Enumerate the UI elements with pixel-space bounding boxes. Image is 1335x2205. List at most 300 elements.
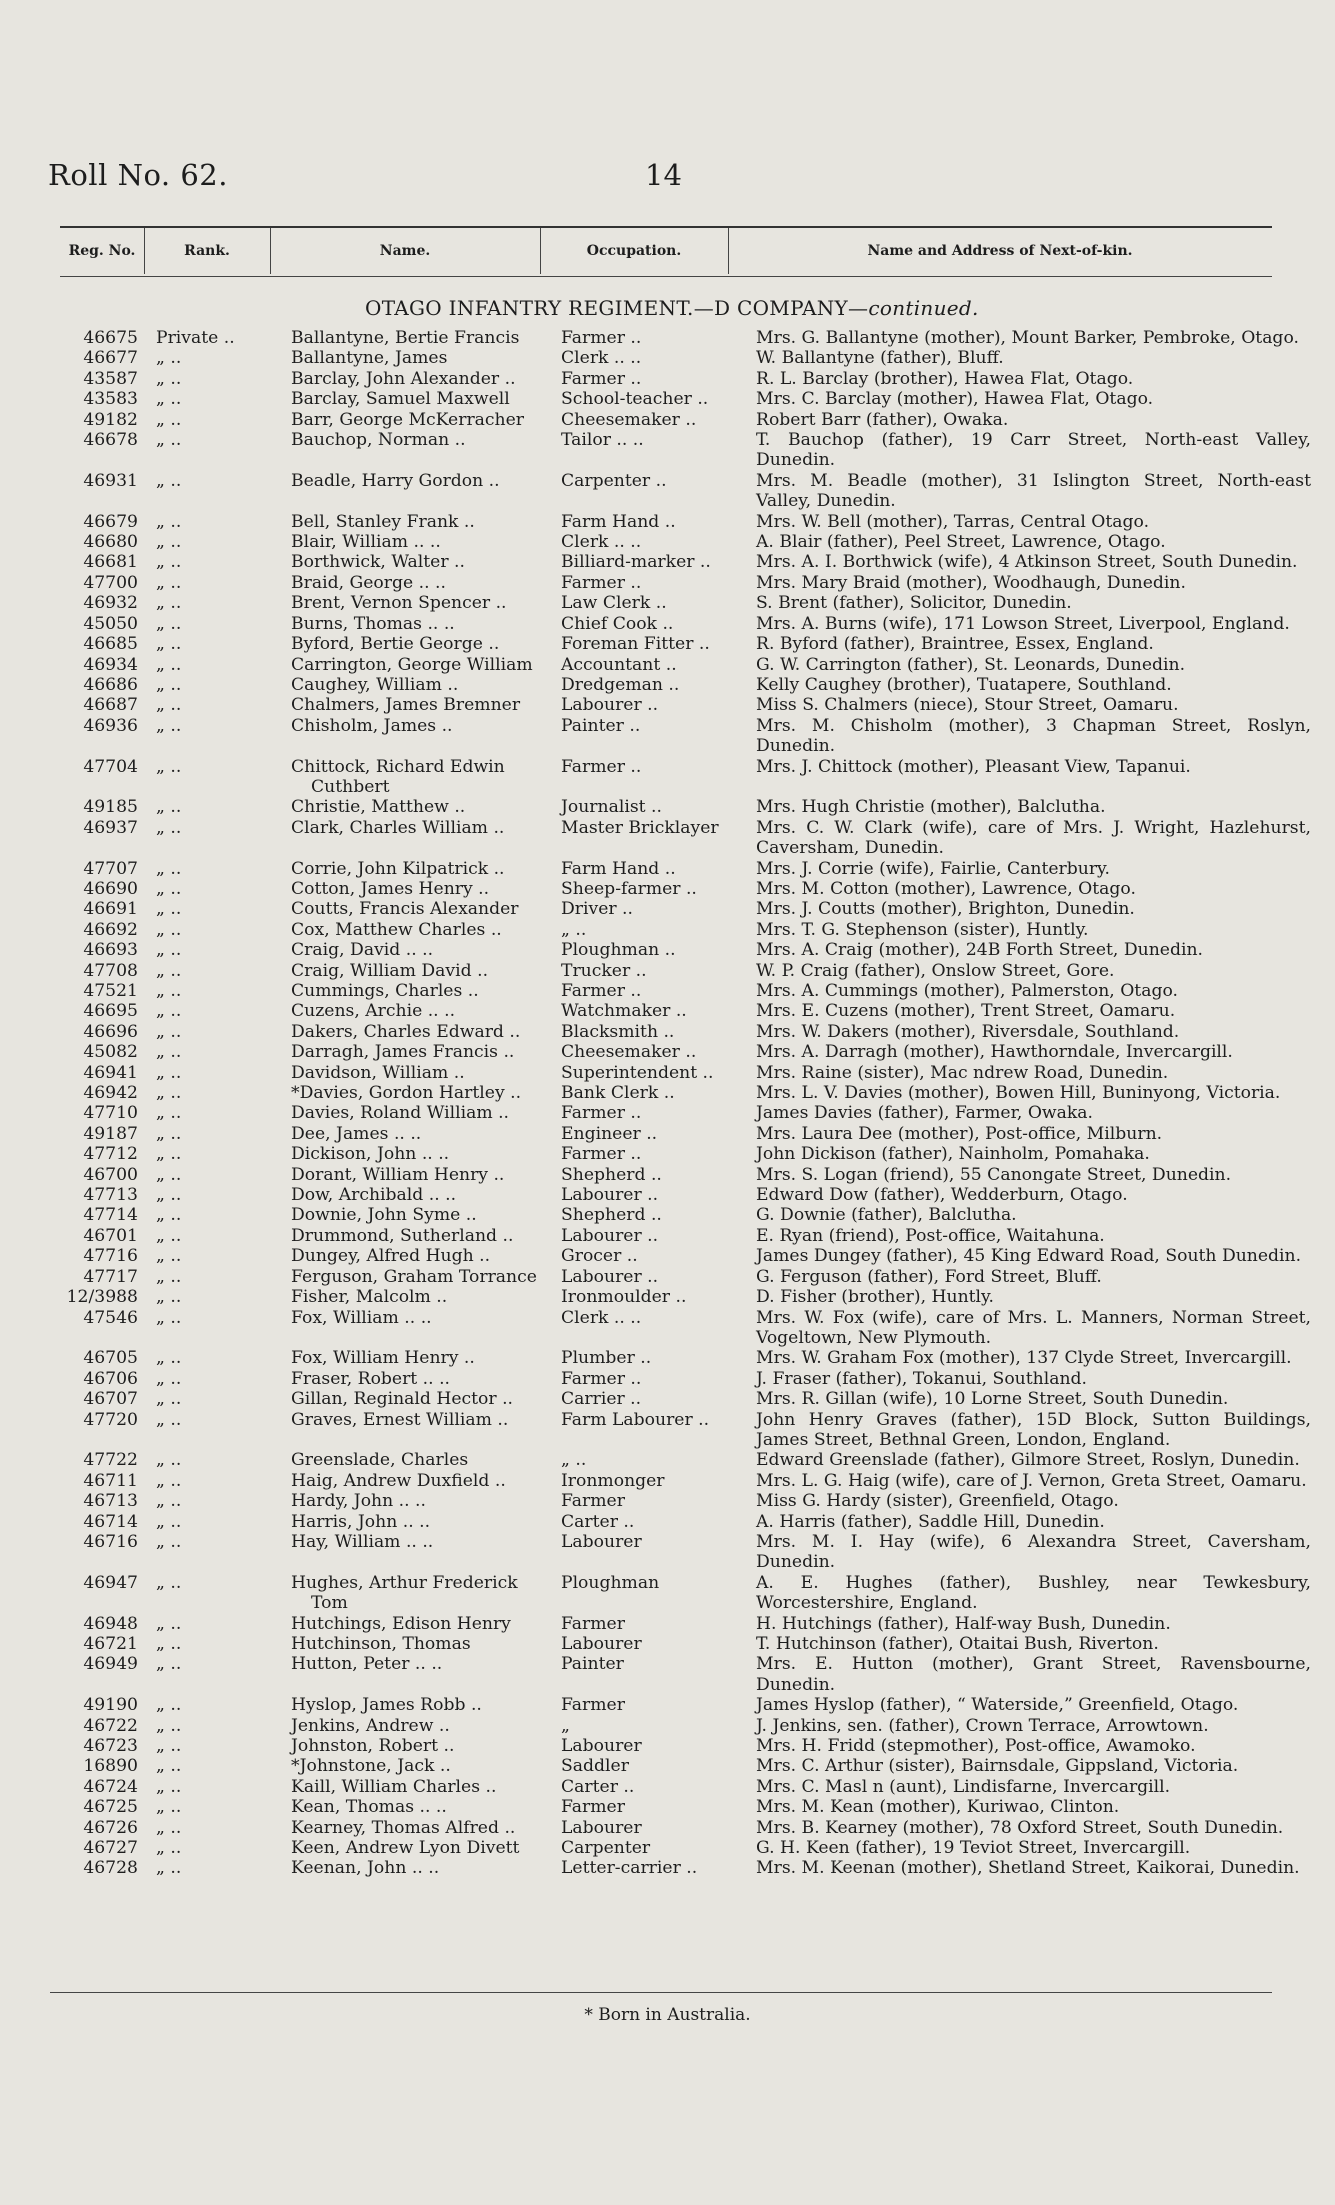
name-cell (286, 1308, 556, 1349)
reg-number-cell: 12/3988 (66, 1287, 138, 1308)
rank-cell: „ .. (156, 552, 182, 573)
table-row (40, 879, 1311, 899)
table-row (40, 471, 1311, 512)
rank-cell: „ .. (156, 1511, 182, 1532)
occupation-cell: Letter-carrier .. (561, 1858, 698, 1879)
next-of-kin-cell: Mrs. B. Kearney (mother), 78 Oxford Street, South Dunedin. (756, 1817, 1284, 1838)
table-row (40, 1614, 1311, 1634)
table-row (40, 430, 1311, 471)
reg-number-cell: 47716 (83, 1246, 138, 1267)
next-of-kin-cell: Mrs. Hugh Christie (mother), Balclutha. (756, 797, 1106, 818)
reg-number-cell: 46942 (83, 1083, 138, 1104)
next-of-kin-cell: Mrs. E. Hutton (mother), Grant Street, Ravensbourne, Dunedin. (756, 1654, 1311, 1695)
soldier-name: Johnston, Robert .. (291, 1736, 455, 1757)
soldier-name-continued: Cuthbert (311, 776, 390, 797)
occupation-cell: Cheesemaker .. (561, 1042, 697, 1063)
occupation-cell: Carpenter .. (561, 470, 667, 491)
table-row (40, 920, 1311, 940)
column-header-rank: Rank. (184, 243, 230, 259)
table-row (40, 1838, 1311, 1858)
table-row (40, 328, 1311, 348)
table-row (40, 1654, 1311, 1695)
next-of-kin-cell: Mrs. M. Keenan (mother), Shetland Street, Kaikorai, Dunedin. (756, 1858, 1300, 1879)
name-cell (286, 1573, 556, 1614)
rank-cell: „ .. (156, 715, 182, 736)
reg-number-cell: 46690 (83, 878, 138, 899)
roll-number: Roll No. 62. (48, 158, 228, 192)
reg-number-cell: 46675 (83, 328, 138, 348)
occupation-cell: Shepherd .. (561, 1164, 662, 1185)
name-cell (286, 1001, 556, 1021)
rank-cell: „ .. (156, 1246, 182, 1267)
next-of-kin-cell: Mrs. A. Burns (wife), 171 Lowson Street, Liverpool, England. (756, 613, 1290, 634)
reg-number-cell: 47717 (83, 1266, 138, 1287)
table-row (40, 1858, 1311, 1878)
occupation-cell: Farmer (561, 1797, 625, 1818)
name-cell (286, 1267, 556, 1287)
soldier-name: Dow, Archibald .. .. (291, 1185, 457, 1206)
name-cell (286, 573, 556, 593)
soldier-name: Graves, Ernest William .. (291, 1409, 509, 1430)
occupation-cell: Sheep-farmer .. (561, 878, 697, 899)
name-cell (286, 1226, 556, 1246)
rank-cell: „ .. (156, 654, 182, 675)
table-row (40, 1410, 1311, 1451)
column-header-name: Name. (379, 243, 431, 259)
name-cell (286, 532, 556, 552)
table-row (40, 1308, 1311, 1349)
next-of-kin-cell: A. Harris (father), Saddle Hill, Dunedin. (756, 1511, 1105, 1532)
soldier-name: Hutton, Peter .. .. (291, 1654, 443, 1675)
occupation-cell: Farmer .. (561, 368, 642, 389)
next-of-kin-cell: Mrs. M. Kean (mother), Kuriwao, Clinton. (756, 1797, 1120, 1818)
name-cell (286, 1348, 556, 1368)
name-cell (286, 1063, 556, 1083)
occupation-cell: „ .. (561, 1450, 587, 1471)
soldier-name: Borthwick, Walter .. (291, 552, 465, 573)
next-of-kin-cell: Mrs. W. Bell (mother), Tarras, Central Otago. (756, 511, 1150, 532)
occupation-cell: Foreman Fitter .. (561, 634, 710, 655)
occupation-cell: Trucker .. (561, 960, 647, 981)
occupation-cell: Farmer .. (561, 328, 642, 348)
soldier-name: Dorant, William Henry .. (291, 1164, 505, 1185)
name-cell (286, 1512, 556, 1532)
occupation-cell: Farm Hand .. (561, 511, 676, 532)
occupation-cell: Labourer .. (561, 1185, 659, 1206)
soldier-name: Craig, David .. .. (291, 940, 434, 961)
next-of-kin-cell: W. P. Craig (father), Onslow Street, Gore. (756, 960, 1115, 981)
soldier-name: Davies, Roland William .. (291, 1103, 510, 1124)
soldier-name: Burns, Thomas .. .. (291, 613, 455, 634)
soldier-name: Hay, William .. .. (291, 1531, 434, 1552)
rank-cell: „ .. (156, 1572, 182, 1593)
name-cell (286, 552, 556, 572)
table-row (40, 1042, 1311, 1062)
occupation-cell: Carpenter (561, 1838, 651, 1859)
next-of-kin-cell: G. Downie (father), Balclutha. (756, 1205, 1017, 1226)
reg-number-cell: 47546 (83, 1307, 138, 1328)
occupation-cell: Cheesemaker .. (561, 409, 697, 430)
rank-cell: „ .. (156, 1450, 182, 1471)
reg-number-cell: 46713 (83, 1491, 138, 1512)
reg-number-cell: 43587 (83, 368, 138, 389)
occupation-cell: Farmer .. (561, 1144, 642, 1165)
reg-number-cell: 46691 (83, 899, 138, 920)
soldier-name: Davidson, William .. (291, 1062, 465, 1083)
soldier-name: Keenan, John .. .. (291, 1858, 440, 1879)
soldier-name: Kean, Thomas .. .. (291, 1797, 447, 1818)
rank-cell: „ .. (156, 348, 182, 369)
column-header-next-of-kin: Name and Address of Next-of-kin. (867, 243, 1133, 259)
rank-cell: „ .. (156, 695, 182, 716)
occupation-cell: Bank Clerk .. (561, 1083, 675, 1104)
header-top-rule (60, 226, 1272, 228)
soldier-name: Hutchinson, Thomas (291, 1634, 471, 1654)
rank-cell: „ .. (156, 1266, 182, 1287)
next-of-kin-cell: Mrs. J. Corrie (wife), Fairlie, Canterbury. (756, 858, 1110, 879)
next-of-kin-cell: Robert Barr (father), Owaka. (756, 409, 1009, 430)
soldier-name: Kearney, Thomas Alfred .. (291, 1817, 516, 1838)
table-row (40, 1205, 1311, 1225)
next-of-kin-cell: Mrs. A. Craig (mother), 24B Forth Street, Dunedin. (756, 940, 1203, 961)
occupation-cell: Labourer (561, 1817, 642, 1838)
rank-cell: „ .. (156, 1715, 182, 1736)
reg-number-cell: 46695 (83, 1001, 138, 1022)
rank-cell: „ .. (156, 674, 182, 695)
next-of-kin-cell: Mrs. Mary Braid (mother), Woodhaugh, Dunedin. (756, 572, 1186, 593)
soldier-name: Braid, George .. .. (291, 572, 446, 593)
reg-number-cell: 43583 (83, 389, 138, 410)
rank-cell: „ .. (156, 1389, 182, 1410)
reg-number-cell: 46722 (83, 1715, 138, 1736)
next-of-kin-cell: John Dickison (father), Nainholm, Pomahaka. (756, 1144, 1150, 1165)
table-row (40, 1818, 1311, 1838)
reg-number-cell: 46705 (83, 1348, 138, 1369)
table-row (40, 1103, 1311, 1123)
table-row (40, 1716, 1311, 1736)
next-of-kin-cell: Mrs. A. I. Borthwick (wife), 4 Atkinson Street, South Dunedin. (756, 552, 1298, 573)
occupation-cell: Farmer .. (561, 1368, 642, 1389)
reg-number-cell: 47704 (83, 756, 138, 777)
rank-cell: „ .. (156, 960, 182, 981)
rank-cell: „ .. (156, 858, 182, 879)
roll-table (40, 328, 1311, 1879)
reg-number-cell: 46724 (83, 1776, 138, 1797)
reg-number-cell: 49190 (83, 1695, 138, 1716)
occupation-cell: Carter .. (561, 1776, 635, 1797)
next-of-kin-cell: Edward Greenslade (father), Gilmore Street, Roslyn, Dunedin. (756, 1450, 1300, 1471)
name-cell (286, 1818, 556, 1838)
next-of-kin-cell: J. Fraser (father), Tokanui, Southland. (756, 1368, 1088, 1389)
occupation-cell: Farmer .. (561, 572, 642, 593)
name-cell (286, 410, 556, 430)
reg-number-cell: 46949 (83, 1654, 138, 1675)
soldier-name: Chalmers, James Bremner (291, 695, 521, 716)
table-row (40, 614, 1311, 634)
reg-number-cell: 47712 (83, 1144, 138, 1165)
soldier-name-continued: Tom (311, 1593, 348, 1614)
next-of-kin-cell: Mrs. S. Logan (friend), 55 Canongate Street, Dunedin. (756, 1164, 1232, 1185)
rank-cell: „ .. (156, 878, 182, 899)
next-of-kin-cell: J. Jenkins, sen. (father), Crown Terrace, Arrowtown. (756, 1715, 1209, 1736)
occupation-cell: Ploughman .. (561, 940, 676, 961)
table-row (40, 655, 1311, 675)
reg-number-cell: 46727 (83, 1838, 138, 1859)
occupation-cell: Farmer (561, 1491, 625, 1512)
footnote: * Born in Australia. (584, 2005, 751, 2025)
reg-number-cell: 47708 (83, 960, 138, 981)
rank-cell: „ .. (156, 1368, 182, 1389)
name-cell (286, 1083, 556, 1103)
occupation-cell: „ (561, 1715, 570, 1736)
soldier-name: Darragh, James Francis .. (291, 1042, 515, 1063)
table-row (40, 1573, 1311, 1614)
soldier-name: Carrington, George William (291, 654, 533, 675)
occupation-cell: Painter (561, 1654, 624, 1675)
table-row (40, 1491, 1311, 1511)
reg-number-cell: 49182 (83, 409, 138, 430)
reg-number-cell: 47714 (83, 1205, 138, 1226)
reg-number-cell: 47710 (83, 1103, 138, 1124)
occupation-cell: Clerk .. .. (561, 1307, 642, 1328)
occupation-cell: Farm Hand .. (561, 858, 676, 879)
next-of-kin-cell: W. Ballantyne (father), Bluff. (756, 348, 1004, 369)
soldier-name: Beadle, Harry Gordon .. (291, 470, 500, 491)
next-of-kin-cell: Mrs. M. Beadle (mother), 31 Islington Street, North-east Valley, Dunedin. (756, 470, 1311, 512)
occupation-cell: Labourer .. (561, 695, 659, 716)
table-row (40, 675, 1311, 695)
table-row (40, 797, 1311, 817)
name-cell (286, 1797, 556, 1817)
occupation-cell: Labourer (561, 1736, 642, 1757)
occupation-cell: Farmer (561, 1695, 625, 1716)
name-cell (286, 1858, 556, 1878)
reg-number-cell: 46931 (83, 470, 138, 491)
soldier-name: Ferguson, Graham Torrance (291, 1266, 537, 1287)
next-of-kin-cell: John Henry Graves (father), 15D Block, Sutton Buildings, James Street, Bethnal Green, London, England. (756, 1409, 1311, 1450)
reg-number-cell: 47521 (83, 981, 138, 1001)
next-of-kin-cell: Mrs. L. G. Haig (wife), care of J. Vernon, Greta Street, Oamaru. (756, 1470, 1307, 1491)
reg-number-cell: 46696 (83, 1021, 138, 1042)
table-row (40, 1777, 1311, 1797)
rank-cell: „ .. (156, 470, 182, 491)
soldier-name: Kaill, William Charles .. (291, 1776, 497, 1797)
table-row (40, 1532, 1311, 1573)
occupation-cell: Dredgeman .. (561, 674, 680, 695)
rank-cell: „ .. (156, 919, 182, 940)
table-row (40, 1144, 1311, 1164)
occupation-cell: Labourer .. (561, 1266, 659, 1287)
next-of-kin-cell: R. Byford (father), Braintree, Essex, England. (756, 634, 1154, 655)
name-cell (286, 328, 556, 348)
name-cell (286, 369, 556, 389)
table-row (40, 573, 1311, 593)
soldier-name: Fisher, Malcolm .. (291, 1287, 448, 1308)
occupation-cell: Shepherd .. (561, 1205, 662, 1226)
name-cell (286, 593, 556, 613)
next-of-kin-cell: Miss G. Hardy (sister), Greenfield, Otago. (756, 1491, 1119, 1512)
table-row (40, 348, 1311, 368)
rank-cell: „ .. (156, 1001, 182, 1022)
next-of-kin-cell: Mrs. M. I. Hay (wife), 6 Alexandra Street, Caversham, Dunedin. (756, 1531, 1311, 1573)
soldier-name: Cuzens, Archie .. .. (291, 1001, 456, 1022)
table-row (40, 716, 1311, 757)
rank-cell: „ .. (156, 899, 182, 920)
table-row (40, 1246, 1311, 1266)
occupation-cell: Labourer .. (561, 1225, 659, 1246)
table-row (40, 1512, 1311, 1532)
table-row (40, 1450, 1311, 1470)
next-of-kin-cell: Mrs. J. Chittock (mother), Pleasant View, Tapanui. (756, 756, 1191, 777)
occupation-cell: Superintendent .. (561, 1062, 714, 1083)
next-of-kin-cell: A. Blair (father), Peel Street, Lawrence, Otago. (756, 532, 1166, 553)
next-of-kin-cell: Mrs. W. Dakers (mother), Riversdale, Southland. (756, 1021, 1180, 1042)
reg-number-cell: 46726 (83, 1817, 138, 1838)
reg-number-cell: 46723 (83, 1736, 138, 1757)
soldier-name: Dee, James .. .. (291, 1123, 422, 1144)
reg-number-cell: 46937 (83, 817, 138, 838)
rank-cell: „ .. (156, 1531, 182, 1552)
name-cell (286, 1634, 556, 1654)
rank-cell: „ .. (156, 1858, 182, 1879)
soldier-name: Fox, William Henry .. (291, 1348, 475, 1369)
table-row (40, 981, 1311, 1001)
name-cell (286, 1471, 556, 1491)
soldier-name: Hughes, Arthur Frederick (291, 1572, 518, 1593)
section-title: OTAGO INFANTRY REGIMENT.—D COMPANY—continued. (365, 296, 979, 320)
soldier-name: Downie, John Syme .. (291, 1205, 477, 1226)
rank-cell: „ .. (156, 1756, 182, 1777)
name-cell (286, 1144, 556, 1164)
soldier-name: Ballantyne, James (291, 348, 448, 369)
soldier-name: Cox, Matthew Charles .. (291, 919, 502, 940)
table-row (40, 1001, 1311, 1021)
reg-number-cell: 45050 (83, 613, 138, 634)
soldier-name: Clark, Charles William .. (291, 817, 505, 838)
next-of-kin-cell: A. E. Hughes (father), Bushley, near Tewkesbury, Worcestershire, England. (756, 1572, 1311, 1614)
reg-number-cell: 46706 (83, 1368, 138, 1389)
name-cell (286, 961, 556, 981)
page-number: 14 (645, 158, 682, 192)
reg-number-cell: 46701 (83, 1225, 138, 1246)
name-cell (286, 1103, 556, 1123)
occupation-cell: Plumber .. (561, 1348, 652, 1369)
name-cell (286, 940, 556, 960)
soldier-name: Cummings, Charles .. (291, 981, 479, 1001)
name-cell (286, 512, 556, 532)
rank-cell: „ .. (156, 634, 182, 655)
reg-number-cell: 46941 (83, 1062, 138, 1083)
rank-cell: „ .. (156, 1491, 182, 1512)
name-cell (286, 1614, 556, 1634)
name-cell (286, 1777, 556, 1797)
occupation-cell: Farm Labourer .. (561, 1409, 710, 1430)
soldier-name: Keen, Andrew Lyon Divett (291, 1838, 520, 1859)
name-cell (286, 1695, 556, 1715)
name-cell (286, 1654, 556, 1695)
reg-number-cell: 46677 (83, 348, 138, 369)
rank-cell: „ .. (156, 817, 182, 838)
rank-cell: „ .. (156, 511, 182, 532)
rank-cell: „ .. (156, 1348, 182, 1369)
name-cell (286, 348, 556, 368)
name-cell (286, 1389, 556, 1409)
soldier-name: Blair, William .. .. (291, 532, 441, 553)
occupation-cell: Tailor .. .. (561, 430, 644, 451)
occupation-cell: School-teacher .. (561, 389, 709, 410)
table-row (40, 1695, 1311, 1715)
next-of-kin-cell: Mrs. L. V. Davies (mother), Bowen Hill, Buninyong, Victoria. (756, 1083, 1281, 1104)
rank-cell: „ .. (156, 1634, 182, 1654)
reg-number-cell: 46934 (83, 654, 138, 675)
table-row (40, 634, 1311, 654)
reg-number-cell: 46707 (83, 1389, 138, 1410)
soldier-name: Bell, Stanley Frank .. (291, 511, 475, 532)
rank-cell: „ .. (156, 430, 182, 451)
next-of-kin-cell: Kelly Caughey (brother), Tuatapere, Southland. (756, 674, 1172, 695)
next-of-kin-cell: Mrs. C. Barclay (mother), Hawea Flat, Otago. (756, 389, 1154, 410)
soldier-name: Harris, John .. .. (291, 1511, 431, 1532)
rank-cell: „ .. (156, 572, 182, 593)
rank-cell: „ .. (156, 1021, 182, 1042)
name-cell (286, 471, 556, 512)
rank-cell: „ .. (156, 1797, 182, 1818)
next-of-kin-cell: Mrs. R. Gillan (wife), 10 Lorne Street, South Dunedin. (756, 1389, 1229, 1410)
next-of-kin-cell: Edward Dow (father), Wedderburn, Otago. (756, 1185, 1128, 1206)
table-row (40, 818, 1311, 859)
table-row (40, 1287, 1311, 1307)
occupation-cell: Farmer .. (561, 756, 642, 777)
table-row (40, 899, 1311, 919)
next-of-kin-cell: G. Ferguson (father), Ford Street, Bluff. (756, 1266, 1102, 1287)
name-cell (286, 614, 556, 634)
reg-number-cell: 46936 (83, 715, 138, 736)
next-of-kin-cell: Mrs. T. G. Stephenson (sister), Huntly. (756, 919, 1089, 940)
rank-cell: „ .. (156, 1205, 182, 1226)
next-of-kin-cell: Mrs. W. Graham Fox (mother), 137 Clyde Street, Invercargill. (756, 1348, 1292, 1369)
table-row (40, 1267, 1311, 1287)
name-cell (286, 1410, 556, 1451)
table-row (40, 1756, 1311, 1776)
occupation-cell: Grocer .. (561, 1246, 638, 1267)
soldier-name: Fraser, Robert .. .. (291, 1368, 450, 1389)
soldier-name: Christie, Matthew .. (291, 797, 466, 818)
header-bottom-rule (60, 276, 1272, 277)
next-of-kin-cell: Mrs. A. Darragh (mother), Hawthorndale, Invercargill. (756, 1042, 1233, 1063)
name-cell (286, 1369, 556, 1389)
occupation-cell: Engineer .. (561, 1123, 658, 1144)
next-of-kin-cell: Mrs. Raine (sister), Mac ndrew Road, Dunedin. (756, 1062, 1169, 1083)
occupation-cell: Farmer (561, 1613, 625, 1634)
rank-cell: „ .. (156, 1307, 182, 1328)
occupation-cell: Carter .. (561, 1511, 635, 1532)
soldier-name: Ballantyne, Bertie Francis (291, 328, 520, 348)
name-cell (286, 859, 556, 879)
reg-number-cell: 46716 (83, 1531, 138, 1552)
soldier-name: Greenslade, Charles (291, 1450, 469, 1471)
reg-number-cell: 46680 (83, 532, 138, 553)
rank-cell: „ .. (156, 613, 182, 634)
name-cell (286, 675, 556, 695)
table-row (40, 1634, 1311, 1654)
occupation-cell: Farmer .. (561, 981, 642, 1001)
reg-number-cell: 46932 (83, 593, 138, 614)
table-row (40, 1063, 1311, 1083)
table-row (40, 757, 1311, 798)
soldier-name: Brent, Vernon Spencer .. (291, 593, 507, 614)
reg-number-cell: 16890 (83, 1756, 138, 1777)
reg-number-cell: 46687 (83, 695, 138, 716)
